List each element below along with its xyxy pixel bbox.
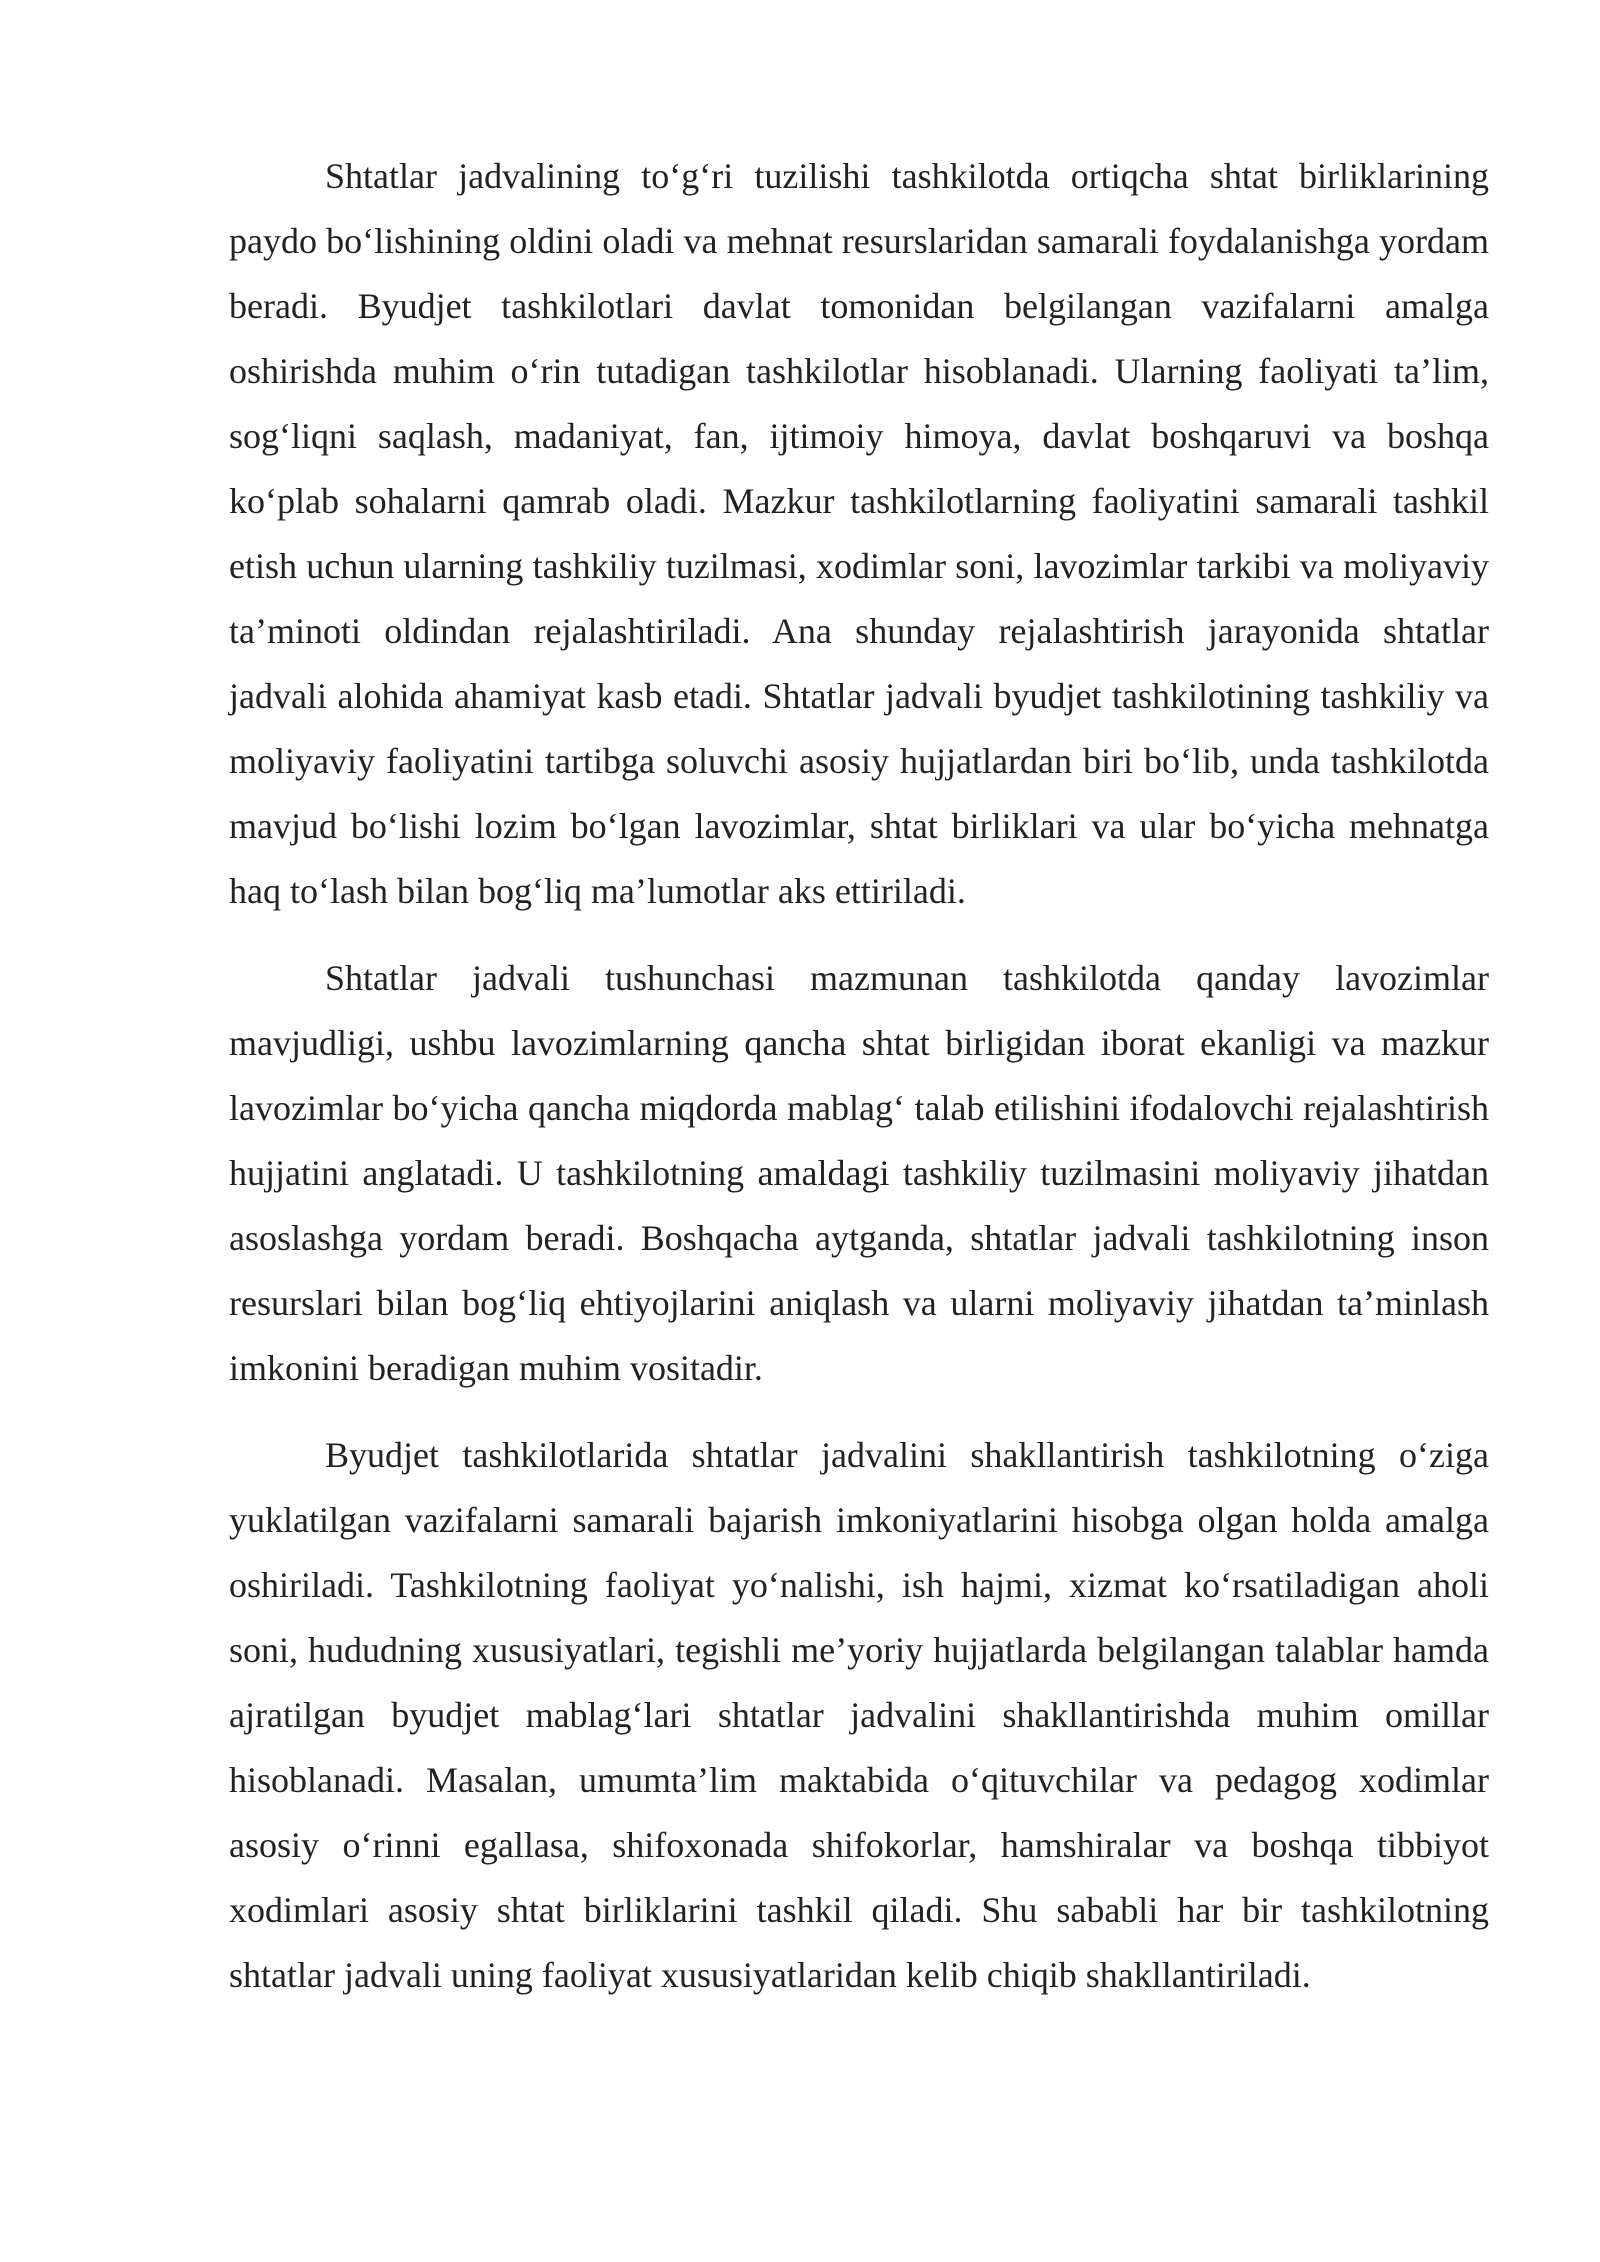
document-body <box>229 144 1489 2030</box>
paragraph-1: Shtatlar jadvalining to‘g‘ri tuzilishi tashkilotda ortiqcha shtat birliklarining paydo bo‘lishining oldini oladi va mehnat resurslaridan samarali foydalanishga yordam beradi. Byudjet tashkilotlari davlat tomonidan belgilangan vazifalarni amalga oshirishda muhim o‘rin tutadigan tashkilotlar hisoblanadi. Ularning faoliyati ta’lim, sog‘liqni saqlash, madaniyat, fan, ijtimoiy himoya, davlat boshqaruvi va boshqa ko‘plab sohalarni qamrab oladi. Mazkur tashkilotlarning faoliyatini samarali tashkil etish uchun ularning tashkiliy tuzilmasi, xodimlar soni, lavozimlar tarkibi va moliyaviy ta’minoti oldindan rejalashtiriladi. Ana shunday rejalashtirish jarayonida shtatlar jadvali alohida ahamiyat kasb etadi. Shtatlar jadvali byudjet tashkilotining tashkiliy va moliyaviy faoliyatini tartibga soluvchi asosiy hujjatlardan biri bo‘lib, unda tashkilotda mavjud bo‘lishi lozim bo‘lgan lavozimlar, shtat birliklari va ular bo‘yicha mehnatga haq to‘lash bilan bog‘liq ma’lumotlar aks ettiriladi. <box>229 156 1489 911</box>
paragraph-2: Shtatlar jadvali tushunchasi mazmunan tashkilotda qanday lavozimlar mavjudligi, ushbu lavozimlarning qancha shtat birligidan iborat ekanligi va mazkur lavozimlar bo‘yicha qancha miqdorda mablag‘ talab etilishini ifodalovchi rejalashtirish hujjatini anglatadi. U tashkilotning amaldagi tashkiliy tuzilmasini moliyaviy jihatdan asoslashga yordam beradi. Boshqacha aytganda, shtatlar jadvali tashkilotning inson resurslari bilan bog‘liq ehtiyojlarini aniqlash va ularni moliyaviy jihatdan ta’minlash imkonini beradigan muhim vositadir. <box>229 958 1489 1388</box>
paragraph-3: Byudjet tashkilotlarida shtatlar jadvalini shakllantirish tashkilotning o‘ziga yuklatilgan vazifalarni samarali bajarish imkoniyatlarini hisobga olgan holda amalga oshiriladi. Tashkilotning faoliyat yo‘nalishi, ish hajmi, xizmat ko‘rsatiladigan aholi soni, hududning xususiyatlari, tegishli me’yoriy hujjatlarda belgilangan talablar hamda ajratilgan byudjet mablag‘lari shtatlar jadvalini shakllantirishda muhim omillar hisoblanadi. Masalan, umumta’lim maktabida o‘qituvchilar va pedagog xodimlar asosiy o‘rinni egallasa, shifoxonada shifokorlar, hamshiralar va boshqa tibbiyot xodimlari asosiy shtat birliklarini tashkil qiladi. Shu sababli har bir tashkilotning shtatlar jadvali uning faoliyat xususiyatlaridan kelib chiqib shakllantiriladi. <box>229 1435 1489 1995</box>
